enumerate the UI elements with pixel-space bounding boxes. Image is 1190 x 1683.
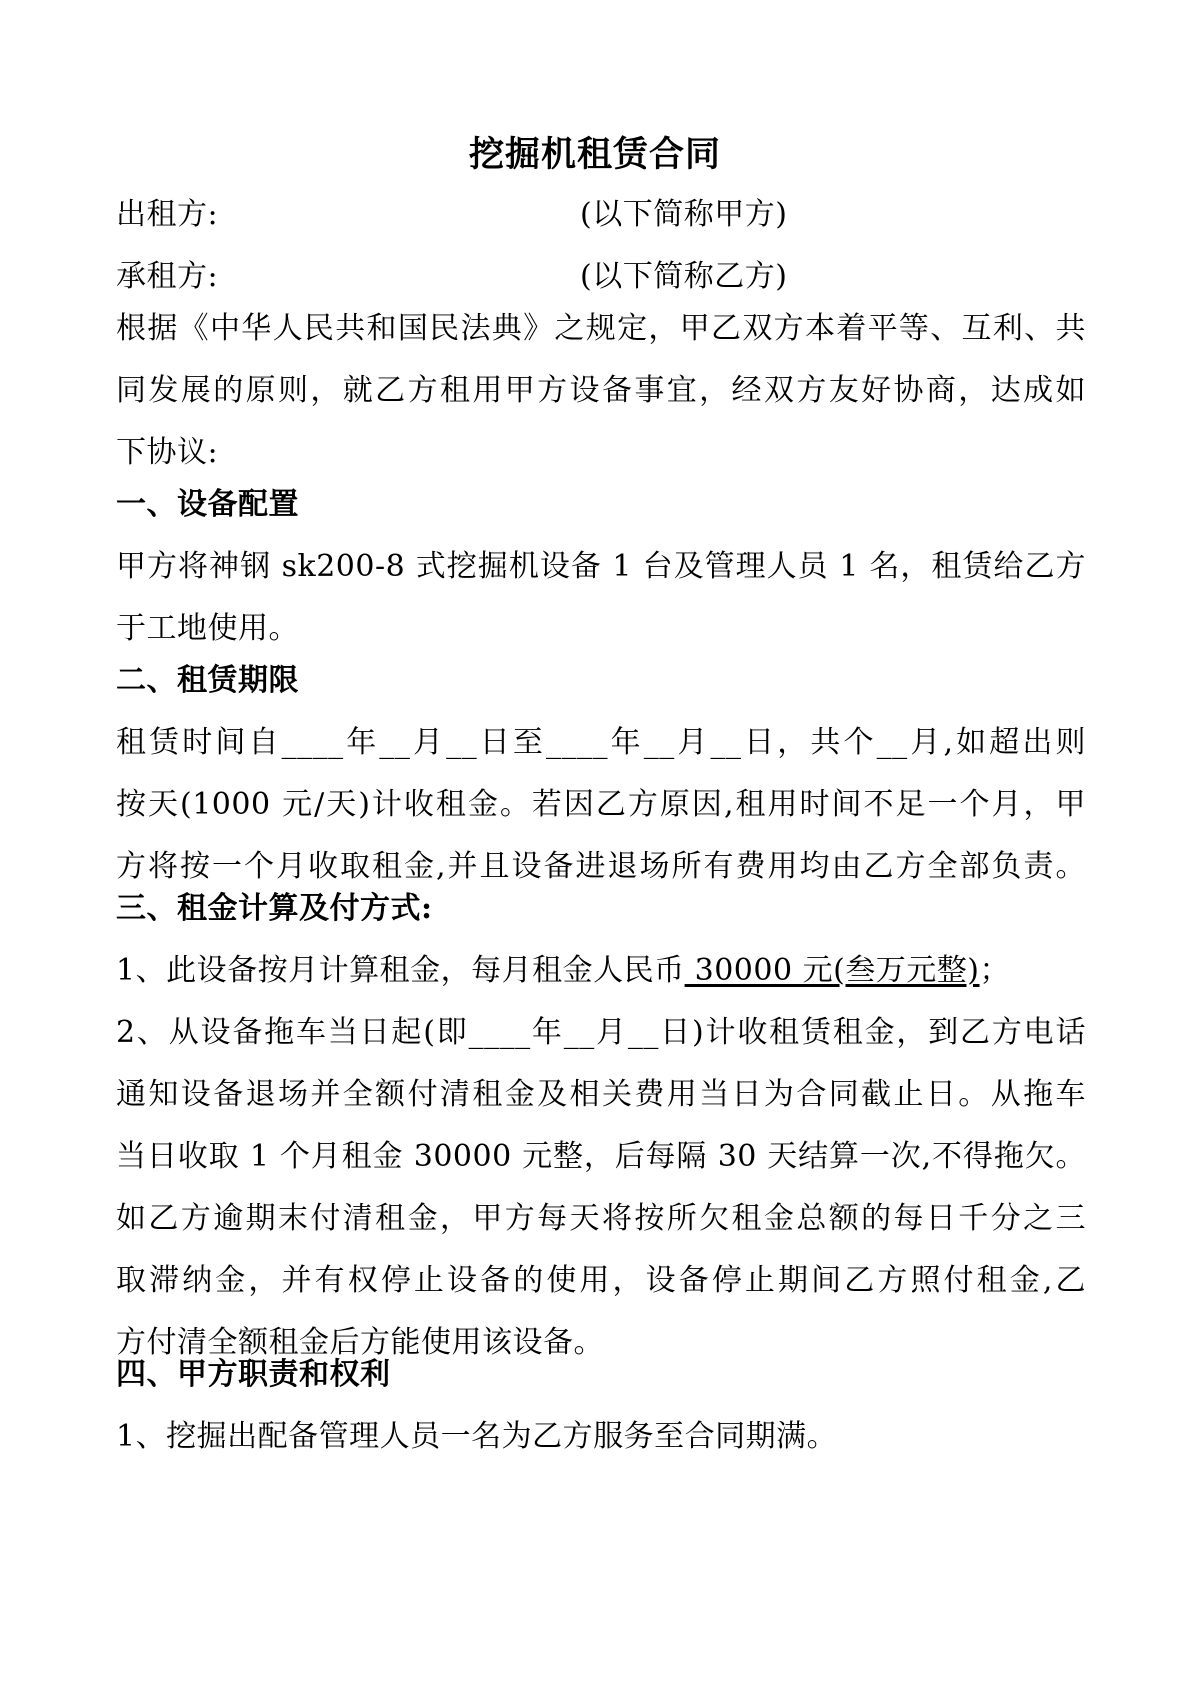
lessee-note: (以下简称乙方) xyxy=(580,259,788,294)
section-line: 按天(1000 元/天)计收租金。若因乙方原因,租用时间不足一个月，甲 xyxy=(116,787,1086,822)
section-heading: 四、甲方职责和权利 xyxy=(116,1357,391,1392)
parties-block xyxy=(116,184,1086,308)
section-line: 1、挖掘出配备管理人员一名为乙方服务至合同期满。 xyxy=(116,1419,838,1454)
section-line: 通知设备退场并全额付清租金及相关费用当日为合同截止日。从拖车 xyxy=(116,1077,1086,1112)
lessor-note: (以下简称甲方) xyxy=(580,197,788,232)
section-heading: 三、租金计算及付方式: xyxy=(116,891,433,926)
preamble-line: 下协议: xyxy=(116,435,219,470)
section-line: 方将按一个月收取租金,并且设备进退场所有费用均由乙方全部负责。 xyxy=(116,849,1086,884)
preamble-line: 根据《中华人民共和国民法典》之规定，甲乙双方本着平等、互利、共 xyxy=(116,311,1086,346)
section-line: 甲方将神钢 sk200-8 式挖掘机设备 1 台及管理人员 1 名，租赁给乙方 xyxy=(116,549,1086,584)
payment-item-1 xyxy=(116,940,1086,1002)
section-line: 如乙方逾期末付清租金，甲方每天将按所欠租金总额的每日千分之三 xyxy=(116,1201,1086,1236)
section-line: 取滞纳金，并有权停止设备的使用，设备停止期间乙方照付租金,乙 xyxy=(116,1263,1086,1298)
lessor-line xyxy=(116,184,1086,246)
rent-amount: 30000 元(叁万元整) xyxy=(684,953,980,988)
section-line: 方付清全额租金后方能使用该设备。 xyxy=(116,1325,604,1360)
section-line: 于工地使用。 xyxy=(116,611,299,646)
section-heading: 二、租赁期限 xyxy=(116,663,299,698)
section-line: 当日收取 1 个月租金 30000 元整，后每隔 30 天结算一次,不得拖欠。 xyxy=(116,1139,1086,1174)
lessor-label: 出租方: xyxy=(116,197,219,232)
section-payment xyxy=(116,878,1086,1374)
section-line: 2、从设备拖车当日起(即____年__月__日)计收租赁租金，到乙方电话 xyxy=(116,1015,1086,1050)
preamble-line: 同发展的原则，就乙方租用甲方设备事宜，经双方友好协商，达成如 xyxy=(116,373,1086,408)
section-heading: 一、设备配置 xyxy=(116,487,299,522)
payment-item-1-prefix: 1、此设备按月计算租金，每月租金人民币 xyxy=(116,953,685,988)
preamble xyxy=(116,298,1086,484)
document-title: 挖掘机租赁合同 xyxy=(468,134,721,175)
section-term xyxy=(116,650,1086,898)
section-line: 租赁时间自____年__月__日至____年__月__日，共个__月,如超出则 xyxy=(116,725,1086,760)
section-lessor-duties xyxy=(116,1344,1086,1468)
lessee-label: 承租方: xyxy=(116,259,219,294)
section-equipment xyxy=(116,474,1086,660)
payment-item-1-suffix: ； xyxy=(979,953,1011,988)
